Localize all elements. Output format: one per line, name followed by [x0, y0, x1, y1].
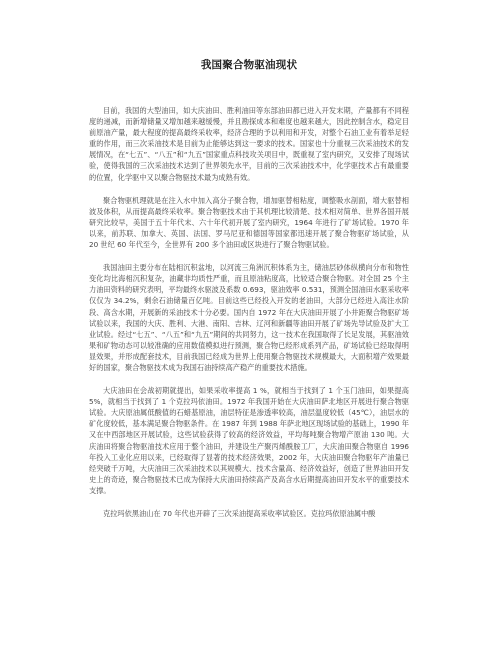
paragraph-3: 我国油田主要分布在陆相沉积盆地，以河流三角洲沉积体系为主，储油层砂体纵横向分布和物性变化均比海相沉积复杂，油藏非均质性严重，而且原油粘度高，比较适合聚合物驱。对全国 25 个主力油田资料的研究表明，平均最终水驱波及系数 0.693，驱油效率 0.531，预测全国油田水驱采收率仅仅为 34.2%，剩余石油储量百亿吨。目前这些已经投入开发的老油田，大部分已经进入高注水阶段、高含水期，开展新的采油技术十分必要。国内自 1972 年在大庆油田开展了小井距聚合物驱矿场试验以来，我国的大庆、胜利、大港、南阳、吉林、辽河和新疆等油田开展了矿场先导试验及扩大工业试验。经过“七五”、“八五”和“九五”期间的共同努力，这一技术在我国取得了长足发展，其驱油效果和矿物动态可以较准确的应用数值模拟进行预测，聚合物已经形成系列产品，矿场试验已经取得明显效果，并形成配套技术，目前我国已经成为世界上使用聚合物驱技术规模最大，大面积增产效果最好的国家，聚合物驱技术成为我国石油持续高产稳产的重要技术措施。 [89, 263, 409, 372]
paragraph-5: 克拉玛依黑油山在 70 年代也开辟了三次采油提高采收率试验区。克拉玛依原油属中酸 [103, 509, 376, 518]
paragraph-2: 聚合物驱机理就是在注入水中加入高分子聚合物，增加驱替相粘度，调整吸水剖面，增大驱替相波及体积，从而提高最终采收率。聚合物驱技术由于其机理比较清楚、技术相对简单、世界各国开展研究比较早，美国于五十年代末、六十年代初开展了室内研究，1964 年进行了矿场试验。1970 年以来，前苏联、加拿大、英国、法国、罗马尼亚和德国等国家都迅速开展了聚合物驱矿场试验，从 20 世纪 60 年代至今，全世界有 200 多个油田或区块进行了聚合物驱试验。 [89, 195, 409, 250]
paragraph-1: 目前，我国的大型油田，如大庆油田、胜利油田等东部油田都已进入开发末期，产量都有不同程度的递减，而新增储量又增加越来越缓慢，并且勘探成本和难度也越来越大，因此控制含水，稳定目前原油产量，最大程度的提高最终采收率，经济合理的予以利用和开发，对整个石油工业有着举足轻重的作用，而三次采油技术是目前为止能够达到这一要求的技术。国家也十分重视三次采油技术的发展情况，在“七五”、“八五”和“九五”国家重点科技攻关项目中，既重视了室内研究，又安排了现场试验，使得我国的三次采油技术达到了世界领先水平，目前的三次采油技术中，化学驱技术占有最重要的位置，化学驱中又以聚合物驱技术最为成熟有效。 [89, 106, 409, 182]
page-title: 我国聚合物驱油现状 [200, 59, 298, 71]
paragraph-4: 大庆油田在会战初期就提出，如果采收率提高 1 %，就相当于找到了 1 个玉门油田，如果提高 5%，就相当于找到了 1 个克拉玛依油田。1972 年我国开始在大庆油田萨北地区开展进行聚合物驱试验。大庆原油属低酸值的石蜡基原油，油层特征是渗透率较高，油层温度较低（45℃），油层水的矿化度较低，基本满足聚合物驱条件。在 1987 年到 1988 年萨北地区现场试验的基础上，1990 年又在中西部地区开展试验，这些试验获得了较高的经济效益，平均每吨聚合物增产原油 130 吨。大庆油田将聚合物驱油技术应用于整个油田，并建设生产聚丙烯酰胺工厂，大庆油田聚合物驱自 1996 年投入工业化应用以来，已经取得了显著的技术经济效果，2002 年，大庆油田聚合物驱年产油量已经突破千万吨，大庆油田三次采油技术以其规模大、技术含量高、经济效益好，创造了世界油田开发史上的奇迹，聚合物驱技术已成为保持大庆油田持续高产及高含水后期提高油田开发水平的重要技术支撑。 [89, 386, 409, 495]
